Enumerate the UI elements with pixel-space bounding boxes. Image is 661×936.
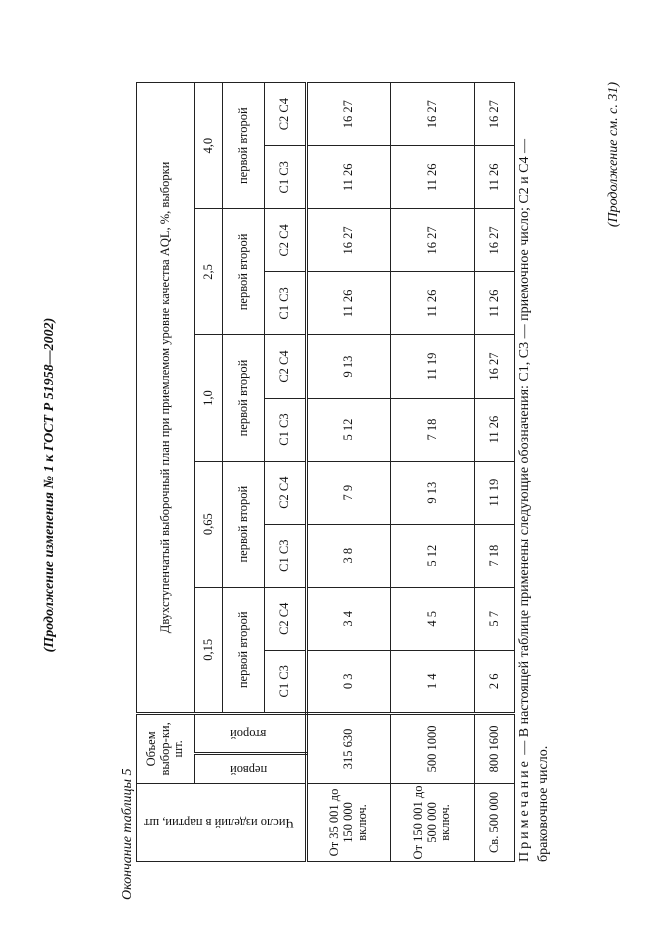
cell: 2 6 <box>475 650 515 713</box>
cell: 11 19 <box>475 461 515 524</box>
note-text: — В настоящей таблице применены следующие обозначения: С1, С3 — приемочное число; С2 и С4 — браковочное число. <box>517 138 551 862</box>
c1-c3-label: С1 С3 <box>265 272 307 335</box>
c1-c3-label: С1 С3 <box>265 524 307 587</box>
first-label: первой <box>229 762 267 777</box>
table-caption: Окончание таблицы 5 <box>120 768 135 900</box>
c1-c3-label: С1 С3 <box>265 146 307 209</box>
second-label: второй <box>229 727 267 742</box>
rotated-page <box>40 70 640 900</box>
cell: 16 27 <box>391 209 475 272</box>
cell: 9 13 <box>391 461 475 524</box>
lot-size-header-text: Число изделий в партии, шт <box>144 816 294 831</box>
cell: 16 27 <box>475 335 515 398</box>
c1-c3-label: С1 С3 <box>265 398 307 461</box>
cell: 9 13 <box>307 335 391 398</box>
sub-label: первой второй <box>223 83 265 209</box>
table-row <box>475 83 515 862</box>
sample-size: 800 1600 <box>475 713 515 783</box>
cell: 5 7 <box>475 587 515 650</box>
cell: 1 4 <box>391 650 475 713</box>
cell: 16 27 <box>391 83 475 146</box>
cell: 11 19 <box>391 335 475 398</box>
plan-title: Двухступенчатый выборочный план при приемлемом уровне качества AQL, %, выборки <box>137 83 195 714</box>
aql-0-65: 0,65 <box>195 461 223 587</box>
cell: 3 4 <box>307 587 391 650</box>
sample-size-header: Объем выбор-ки, шт. <box>137 713 195 783</box>
cell: 11 26 <box>391 272 475 335</box>
aql-4-0: 4,0 <box>195 83 223 209</box>
cell: 11 26 <box>307 146 391 209</box>
cell: 11 26 <box>391 146 475 209</box>
lot-size-header <box>137 783 307 861</box>
cell: 16 27 <box>475 209 515 272</box>
sub-label: первой второй <box>223 209 265 335</box>
c2-c4-label: С2 С4 <box>265 461 307 524</box>
sample-size: 315 630 <box>307 713 391 783</box>
lot-size: От 150 001 до 500 000 включ. <box>391 783 475 861</box>
cell: 11 26 <box>307 272 391 335</box>
lot-size: Св. 500 000 <box>475 783 515 861</box>
cell: 7 9 <box>307 461 391 524</box>
table-row <box>391 83 475 862</box>
table-note <box>516 80 554 862</box>
cell: 16 27 <box>307 83 391 146</box>
aql-1-0: 1,0 <box>195 335 223 461</box>
cell: 3 8 <box>307 524 391 587</box>
table-row <box>307 83 391 862</box>
cell: 7 18 <box>475 524 515 587</box>
sub-label: первой второй <box>223 335 265 461</box>
cell: 11 26 <box>475 146 515 209</box>
note-label: Примечание <box>517 758 532 862</box>
cell: 7 18 <box>391 398 475 461</box>
cell: 4 5 <box>391 587 475 650</box>
c2-c4-label: С2 С4 <box>265 335 307 398</box>
sub-label: первой второй <box>223 587 265 713</box>
page-header: (Продолжение изменения № 1 к ГОСТ Р 51958—2002) <box>42 317 57 653</box>
cell: 0 3 <box>307 650 391 713</box>
lot-size: От 35 001 до 150 000 включ. <box>307 783 391 861</box>
sub-label: первой второй <box>223 461 265 587</box>
continuation-note: (Продолжение см. с. 31) <box>606 82 621 228</box>
first-label-cell <box>195 753 307 783</box>
sample-size: 500 1000 <box>391 713 475 783</box>
cell: 11 26 <box>475 272 515 335</box>
cell: 5 12 <box>307 398 391 461</box>
c1-c3-label: С1 С3 <box>265 650 307 713</box>
c2-c4-label: С2 С4 <box>265 83 307 146</box>
cell: 5 12 <box>391 524 475 587</box>
second-label-cell <box>195 713 307 753</box>
sampling-plan-table <box>136 82 515 862</box>
c2-c4-label: С2 С4 <box>265 209 307 272</box>
cell: 16 27 <box>307 209 391 272</box>
aql-2-5: 2,5 <box>195 209 223 335</box>
c2-c4-label: С2 С4 <box>265 587 307 650</box>
cell: 16 27 <box>475 83 515 146</box>
aql-0-15: 0,15 <box>195 587 223 713</box>
cell: 11 26 <box>475 398 515 461</box>
